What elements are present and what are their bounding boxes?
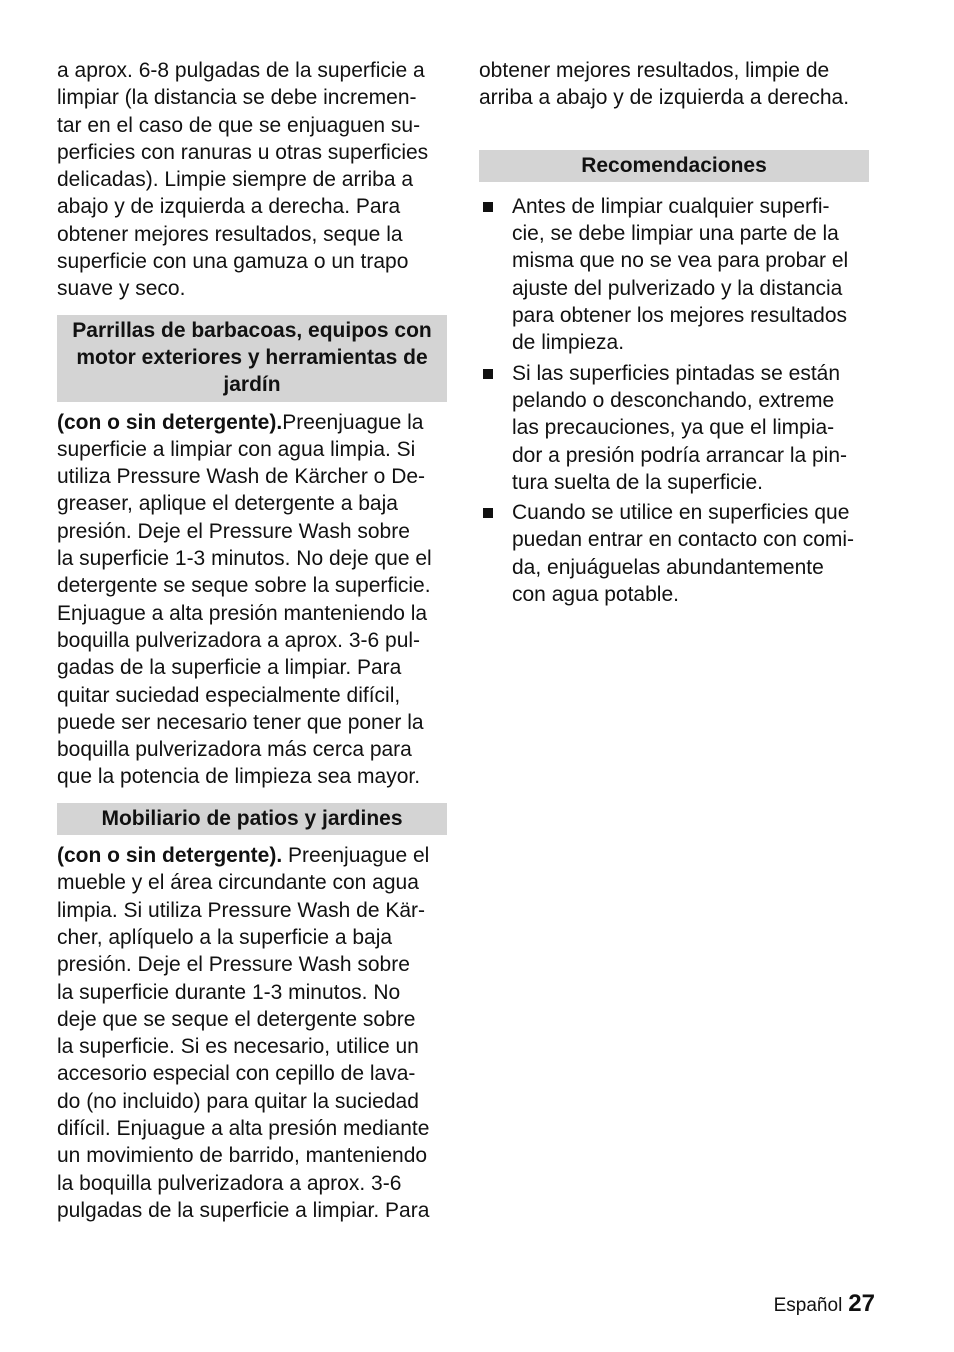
recommendations-list: [479, 193, 877, 608]
text-line: do (no incluido) para quitar la suciedad: [57, 1089, 419, 1113]
text-line: limpiar (la distancia se debe incremen-: [57, 86, 417, 110]
heading-line: Mobiliario de patios y jardines: [101, 806, 403, 830]
text-line: de limpieza.: [512, 331, 625, 355]
left-column: [57, 57, 455, 1224]
text-line: quitar suciedad especialmente difícil,: [57, 683, 401, 707]
heading-line: Parrillas de barbacoas, equipos con: [72, 318, 432, 342]
line-rest: Preenjuague el: [282, 844, 430, 868]
text-line: que la potencia de limpieza sea mayor.: [57, 765, 421, 789]
text-line: las precauciones, ya que el limpia-: [512, 416, 835, 440]
heading-line: Recomendaciones: [581, 153, 767, 177]
text-line: tura suelta de la superficie.: [512, 470, 763, 494]
text-line: la boquilla pulverizadora a aprox. 3-6: [57, 1171, 402, 1195]
heading-line: jardín: [223, 373, 281, 397]
text-line: da, enjuáguelas abundantemente: [512, 555, 824, 579]
text-line: la superficie 1-3 minutos. No deje que el: [57, 547, 432, 571]
square-bullet-icon: [483, 508, 493, 518]
text-line: ajuste del pulverizado y la distancia: [512, 276, 843, 300]
text-line: superficie a limpiar con agua limpia. Si: [57, 437, 416, 461]
page-footer: [774, 1290, 875, 1318]
text-line: misma que no se vea para probar el: [512, 249, 849, 273]
barbecue-paragraph: [57, 409, 455, 791]
heading-line: motor exteriores y herramientas de: [76, 345, 428, 369]
text-line: accesorio especial con cepillo de lava-: [57, 1062, 416, 1086]
lead-text: (con o sin detergente).: [57, 844, 283, 868]
text-line: limpia. Si utiliza Pressure Wash de Kär-: [57, 898, 426, 922]
text-line: la superficie. Si es necesario, utilice un: [57, 1035, 419, 1059]
lead-text: (con o sin detergente).: [57, 410, 283, 434]
text-line: tar en el caso de que se enjuaguen su-: [57, 113, 421, 137]
text-line: presión. Deje el Pressure Wash sobre: [57, 953, 410, 977]
text-line: pulgadas de la superficie a limpiar. Para: [57, 1198, 430, 1222]
section-heading-barbecue: [57, 315, 447, 402]
text-line: puedan entrar en contacto con comi-: [512, 528, 855, 552]
text-line: detergente se seque sobre la superficie.: [57, 574, 431, 598]
right-column: [479, 57, 877, 611]
section-heading-patio-furniture: [57, 803, 447, 835]
text-line: puede ser necesario tener que poner la: [57, 710, 424, 734]
text-line: a aprox. 6-8 pulgadas de la superficie a: [57, 59, 425, 82]
text-line: deje que se seque el detergente sobre: [57, 1007, 416, 1031]
text-line: Cuando se utilice en superficies que: [512, 501, 850, 525]
text-line: [57, 409, 455, 436]
text-line: cie, se debe limpiar una parte de la: [512, 222, 839, 246]
intro-paragraph: [57, 57, 455, 303]
text-line: la superficie durante 1-3 minutos. No: [57, 980, 401, 1004]
text-line: boquilla pulverizadora más cerca para: [57, 738, 412, 762]
text-line: para obtener los mejores resultados: [512, 304, 848, 328]
text-line: Antes de limpiar cualquier superfi-: [512, 194, 830, 218]
continuation-paragraph: [479, 57, 877, 112]
text-line: abajo y de izquierda a derecha. Para: [57, 195, 401, 219]
text-line: Enjuague a alta presión manteniendo la: [57, 601, 428, 625]
text-line: dor a presión podría arrancar la pin-: [512, 443, 848, 467]
text-line: difícil. Enjuague a alta presión mediante: [57, 1116, 430, 1140]
text-line: obtener mejores resultados, limpie de: [479, 59, 830, 82]
text-line: [57, 842, 455, 869]
text-line: obtener mejores resultados, seque la: [57, 222, 403, 246]
text-line: superficie con una gamuza o un trapo: [57, 250, 409, 274]
text-line: boquilla pulverizadora a aprox. 3-6 pul-: [57, 628, 421, 652]
footer-language: Español: [773, 1295, 843, 1316]
line-rest: Preenjuague la: [282, 410, 424, 434]
text-line: con agua potable.: [512, 583, 679, 607]
text-line: arriba a abajo y de izquierda a derecha.: [479, 86, 850, 110]
list-item: [479, 193, 877, 357]
section-heading-recommendations: [479, 150, 869, 182]
text-line: perficies con ranuras u otras superficies: [57, 140, 429, 164]
list-item: [479, 499, 877, 608]
text-line: pelando o desconchando, extreme: [512, 388, 835, 412]
text-line: presión. Deje el Pressure Wash sobre: [57, 519, 410, 543]
text-line: greaser, aplique el detergente a baja: [57, 492, 398, 516]
patio-furniture-paragraph: [57, 842, 455, 1224]
text-line: mueble y el área circundante con agua: [57, 871, 419, 895]
text-line: gadas de la superficie a limpiar. Para: [57, 656, 402, 680]
text-line: utiliza Pressure Wash de Kärcher o De-: [57, 465, 426, 489]
text-line: un movimiento de barrido, manteniendo: [57, 1144, 428, 1168]
list-item: [479, 360, 877, 496]
square-bullet-icon: [483, 202, 493, 212]
text-line: delicadas). Limpie siempre de arriba a: [57, 168, 414, 192]
text-line: Si las superficies pintadas se están: [512, 361, 841, 385]
page-number: 27: [848, 1290, 875, 1317]
text-line: cher, aplíquelo a la superficie a baja: [57, 925, 393, 949]
text-line: suave y seco.: [57, 277, 186, 301]
square-bullet-icon: [483, 369, 493, 379]
